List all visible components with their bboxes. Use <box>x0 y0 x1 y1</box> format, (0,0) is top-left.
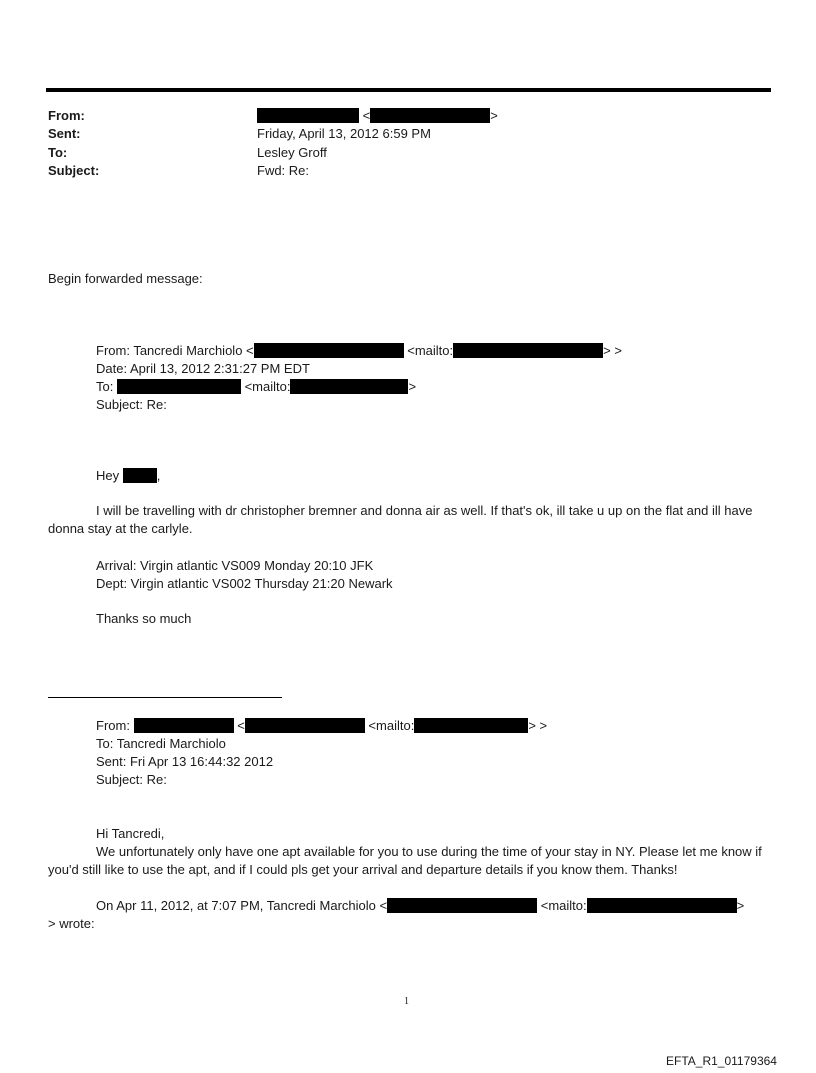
fwd1-close: > > <box>603 343 622 358</box>
to-label: To: <box>48 145 68 160</box>
quote-line <box>96 897 744 914</box>
msg2-greeting: Hi Tancredi, <box>96 826 165 841</box>
quote-mailto: <mailto: <box>540 898 587 913</box>
redacted-block <box>387 898 537 913</box>
fwd2-to: To: Tancredi Marchiolo <box>96 736 226 751</box>
begin-forwarded-text: Begin forwarded message: <box>48 271 203 286</box>
msg2-body <box>48 843 768 879</box>
fwd1-from-line <box>96 342 622 359</box>
redacted-block <box>290 379 408 394</box>
msg1-body-text: I will be travelling with dr christopher bremner and donna air as well. If that's ok, ill take u up on the flat and ill have donna stay at the carlyle. <box>48 503 753 536</box>
page-number: 1 <box>404 996 409 1007</box>
fwd2-close: > > <box>528 718 548 733</box>
redacted-block <box>414 718 528 733</box>
from-label: From: <box>48 108 85 123</box>
fwd1-to-close: > <box>408 379 417 394</box>
fwd1-date: Date: April 13, 2012 2:31:27 PM EDT <box>96 361 310 376</box>
msg1-arrival: Arrival: Virgin atlantic VS009 Monday 20:10 JFK <box>96 558 374 573</box>
redacted-block <box>123 468 157 483</box>
document-id-footer: EFTA_R1_01179364 <box>666 1054 777 1068</box>
fwd1-subject: Subject: Re: <box>96 397 167 412</box>
quote-text: On Apr 11, 2012, at 7:07 PM, Tancredi Marchiolo < <box>96 898 388 913</box>
redacted-block <box>134 718 234 733</box>
lt-char: < <box>362 108 371 123</box>
fwd1-to-line <box>96 378 416 395</box>
msg1-greeting <box>96 467 160 484</box>
redacted-block <box>587 898 737 913</box>
fwd1-to-text: To: <box>96 379 114 394</box>
quote-close: > <box>736 898 745 913</box>
from-value <box>257 107 498 124</box>
redacted-block <box>370 108 490 123</box>
msg1-greeting-end: , <box>156 468 161 483</box>
subject-value: Fwd: Re: <box>257 163 310 178</box>
fwd2-mailto: <mailto: <box>368 718 415 733</box>
header-rule <box>46 88 771 92</box>
redacted-block <box>117 379 241 394</box>
fwd2-from-line <box>96 717 547 734</box>
fwd2-lt: < <box>237 718 245 733</box>
fwd2-from-text: From: <box>96 718 130 733</box>
redacted-block <box>257 108 359 123</box>
fwd1-from-text: From: Tancredi Marchiolo < <box>96 343 254 358</box>
fwd1-to-mailto: <mailto: <box>244 379 291 394</box>
redacted-block <box>453 343 603 358</box>
gt-char: > <box>490 108 498 123</box>
msg1-body <box>48 502 768 538</box>
sent-value: Friday, April 13, 2012 6:59 PM <box>257 126 431 141</box>
separator-line <box>48 697 282 698</box>
msg1-dept: Dept: Virgin atlantic VS002 Thursday 21:20 Newark <box>96 576 393 591</box>
fwd1-mailto: <mailto: <box>407 343 454 358</box>
redacted-block <box>254 343 404 358</box>
subject-label: Subject: <box>48 163 100 178</box>
msg2-body-text: We unfortunately only have one apt available for you to use during the time of your stay in NY. Please let me know if you'd still like to use the apt, and if I could pls get your arrival and departure details if you know them. Thanks! <box>48 844 762 877</box>
msg1-thanks: Thanks so much <box>96 611 192 626</box>
redacted-block <box>245 718 365 733</box>
fwd2-subject: Subject: Re: <box>96 772 167 787</box>
fwd2-sent: Sent: Fri Apr 13 16:44:32 2012 <box>96 754 274 769</box>
quote-wrote: > wrote: <box>48 916 95 931</box>
sent-label: Sent: <box>48 126 81 141</box>
msg1-greeting-text: Hey <box>96 468 120 483</box>
to-value: Lesley Groff <box>257 145 327 160</box>
